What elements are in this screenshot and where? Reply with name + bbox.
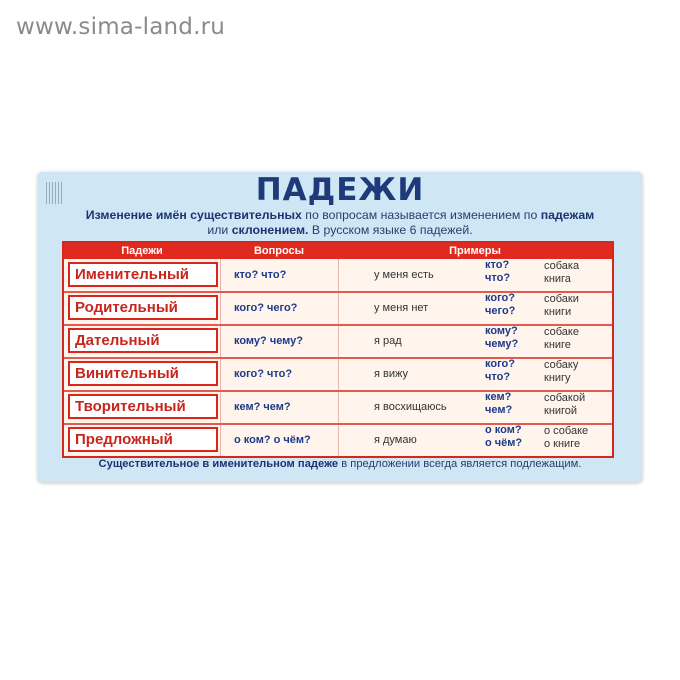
example-word-1: собаки (544, 293, 579, 305)
example-questions (485, 358, 515, 384)
watermark-text: www.sima-land.ru (16, 14, 226, 40)
intro-text (56, 208, 624, 238)
case-question: кого? что? (234, 368, 293, 380)
example-questions (485, 259, 510, 285)
table-row (64, 424, 612, 456)
intro-bold-3: склонением. (231, 223, 309, 237)
example-word-2: книги (544, 306, 572, 318)
footer-bold: Существительное в именительном падеже (98, 458, 339, 470)
example-words (544, 260, 579, 286)
example-words (544, 359, 578, 385)
table-row (64, 259, 612, 291)
example-question-2: что? (485, 272, 511, 284)
example-words (544, 326, 579, 352)
intro-text-2: или (207, 223, 232, 237)
example-word-2: о книге (544, 438, 581, 450)
example-phrase: я восхищаюсь (374, 401, 447, 413)
example-word-2: книга (544, 273, 571, 285)
intro-bold-1: Изменение имён существительных (85, 208, 302, 222)
case-name: Предложный (68, 427, 218, 452)
example-question-1: о ком? (485, 424, 522, 436)
example-phrase: я вижу (374, 368, 408, 380)
example-words (544, 392, 585, 418)
example-question-2: о чём? (485, 437, 523, 449)
example-questions (485, 424, 522, 450)
example-word-1: о собаке (544, 425, 589, 437)
example-word-2: книгу (544, 372, 571, 384)
poster-title: ПАДЕЖИ (255, 172, 425, 208)
example-question-1: кем? (485, 391, 512, 403)
footer-rest: в предложении всегда является подлежащим. (338, 458, 582, 470)
footer-text (56, 458, 624, 470)
example-questions (485, 292, 515, 318)
example-question-1: кому? (485, 325, 518, 337)
example-phrase: у меня нет (374, 302, 429, 314)
intro-text-1: по вопросам называется изменением по (301, 208, 541, 222)
header-questions: Вопросы (253, 245, 305, 257)
example-questions (485, 325, 518, 351)
cases-table (62, 241, 614, 458)
case-question: кого? чего? (234, 302, 298, 314)
case-question: кому? чему? (234, 335, 304, 347)
example-question-1: кто? (485, 259, 510, 271)
case-name: Родительный (68, 295, 218, 320)
example-phrase: я рад (374, 335, 402, 347)
case-name: Именительный (68, 262, 218, 287)
header-cases: Падежи (121, 245, 163, 257)
intro-bold-2: падежам (540, 208, 595, 222)
example-question-2: чему? (485, 338, 519, 350)
table-row (64, 292, 612, 324)
case-question: о ком? о чём? (234, 434, 311, 446)
example-word-1: собаке (544, 326, 579, 338)
case-name: Винительный (68, 361, 218, 386)
example-word-1: собака (544, 260, 580, 272)
example-word-2: книгой (544, 405, 578, 417)
intro-text-3: В русском языке 6 падежей. (308, 223, 473, 237)
example-word-1: собакой (544, 392, 586, 404)
example-word-2: книге (544, 339, 571, 351)
table-row (64, 358, 612, 390)
case-name: Дательный (68, 328, 218, 353)
case-question: кто? что? (234, 269, 287, 281)
case-name: Творительный (68, 394, 218, 419)
example-word-1: собаку (544, 359, 579, 371)
example-words (544, 293, 579, 319)
example-questions (485, 391, 512, 417)
example-question-2: чем? (485, 404, 513, 416)
example-question-2: чего? (485, 305, 516, 317)
example-question-1: кого? (485, 358, 515, 370)
example-phrase: я думаю (374, 434, 417, 446)
example-phrase: у меня есть (374, 269, 434, 281)
header-examples: Примеры (449, 245, 501, 257)
example-question-2: что? (485, 371, 511, 383)
case-question: кем? чем? (234, 401, 291, 413)
table-header (64, 243, 612, 259)
table-row (64, 325, 612, 357)
table-row (64, 391, 612, 423)
example-words (544, 425, 588, 451)
example-question-1: кого? (485, 292, 515, 304)
